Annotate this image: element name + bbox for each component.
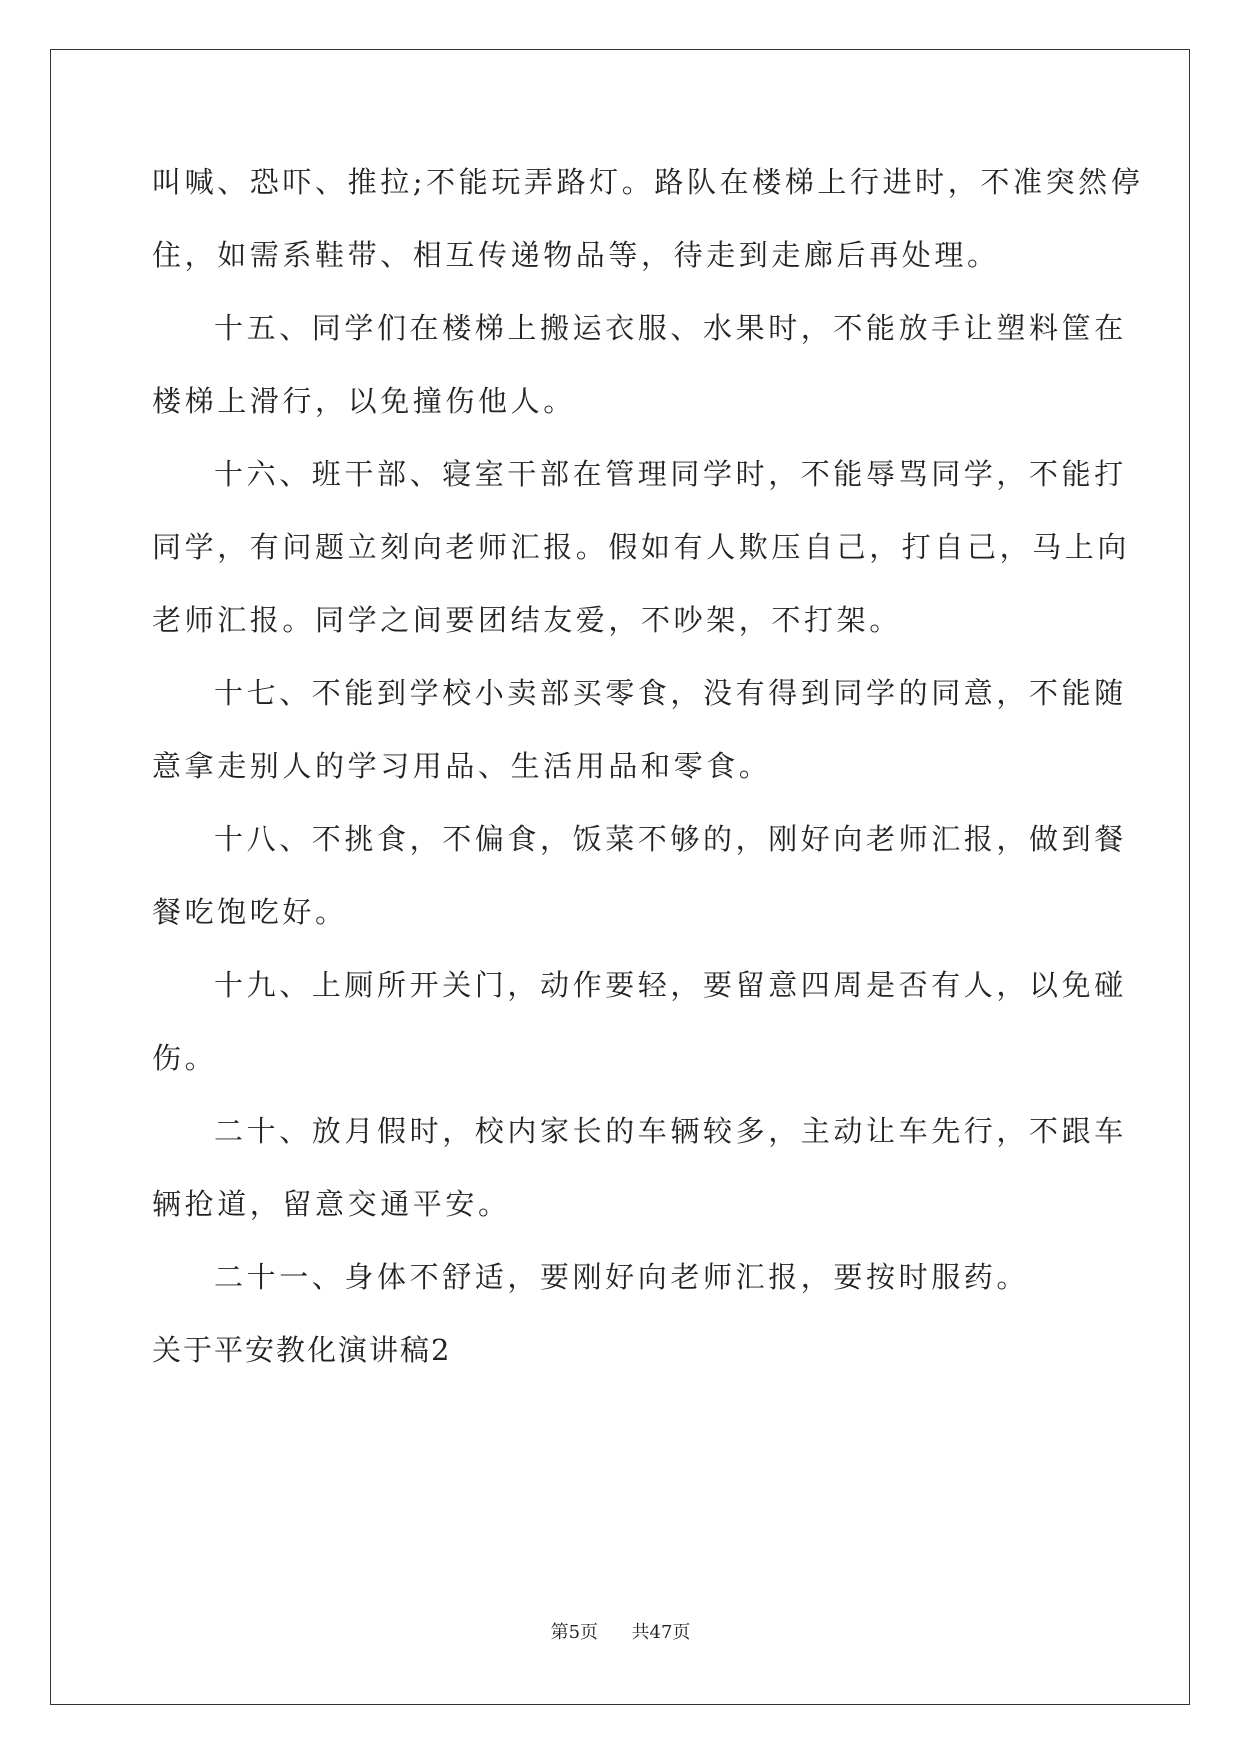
paragraph-start-line: 十八、不挑食，不偏食，饭菜不够的，刚好向老师汇报，做到餐	[214, 822, 1127, 856]
paragraph-start-line: 十九、上厕所开关门，动作要轻，要留意四周是否有人，以免碰	[214, 968, 1127, 1002]
paragraph-start-line: 二十、放月假时，校内家长的车辆较多，主动让车先行，不跟车	[214, 1114, 1127, 1148]
page-border	[50, 49, 1190, 1705]
text-line: 叫喊、恐吓、推拉;不能玩弄路灯。路队在楼梯上行进时，不准突然停	[152, 165, 1144, 199]
paragraph-start-line: 十五、同学们在楼梯上搬运衣服、水果时，不能放手让塑料筐在	[214, 311, 1127, 345]
text-line: 老师汇报。同学之间要团结友爱，不吵架，不打架。	[152, 603, 902, 637]
text-line: 同学，有问题立刻向老师汇报。假如有人欺压自己，打自己，马上向	[152, 530, 1131, 564]
text-line: 住，如需系鞋带、相互传递物品等，待走到走廊后再处理。	[152, 238, 1000, 272]
text-line: 伤。	[152, 1041, 218, 1075]
text-line: 餐吃饱吃好。	[152, 895, 348, 929]
paragraph-start-line: 十七、不能到学校小卖部买零食，没有得到同学的同意，不能随	[214, 676, 1127, 710]
text-line: 意拿走别人的学习用品、生活用品和零食。	[152, 749, 772, 783]
page-total: 共47页	[631, 1622, 691, 1643]
page-footer	[0, 1618, 1241, 1644]
text-line: 辆抢道，留意交通平安。	[152, 1187, 511, 1221]
paragraph-start-line: 二十一、身体不舒适，要刚好向老师汇报，要按时服药。	[214, 1260, 1030, 1294]
page-number: 第5页	[550, 1622, 599, 1643]
text-line: 楼梯上滑行，以免撞伤他人。	[152, 384, 576, 418]
paragraph-start-line: 十六、班干部、寝室干部在管理同学时，不能辱骂同学，不能打	[214, 457, 1127, 491]
section-heading: 关于平安教化演讲稿2	[152, 1333, 452, 1367]
